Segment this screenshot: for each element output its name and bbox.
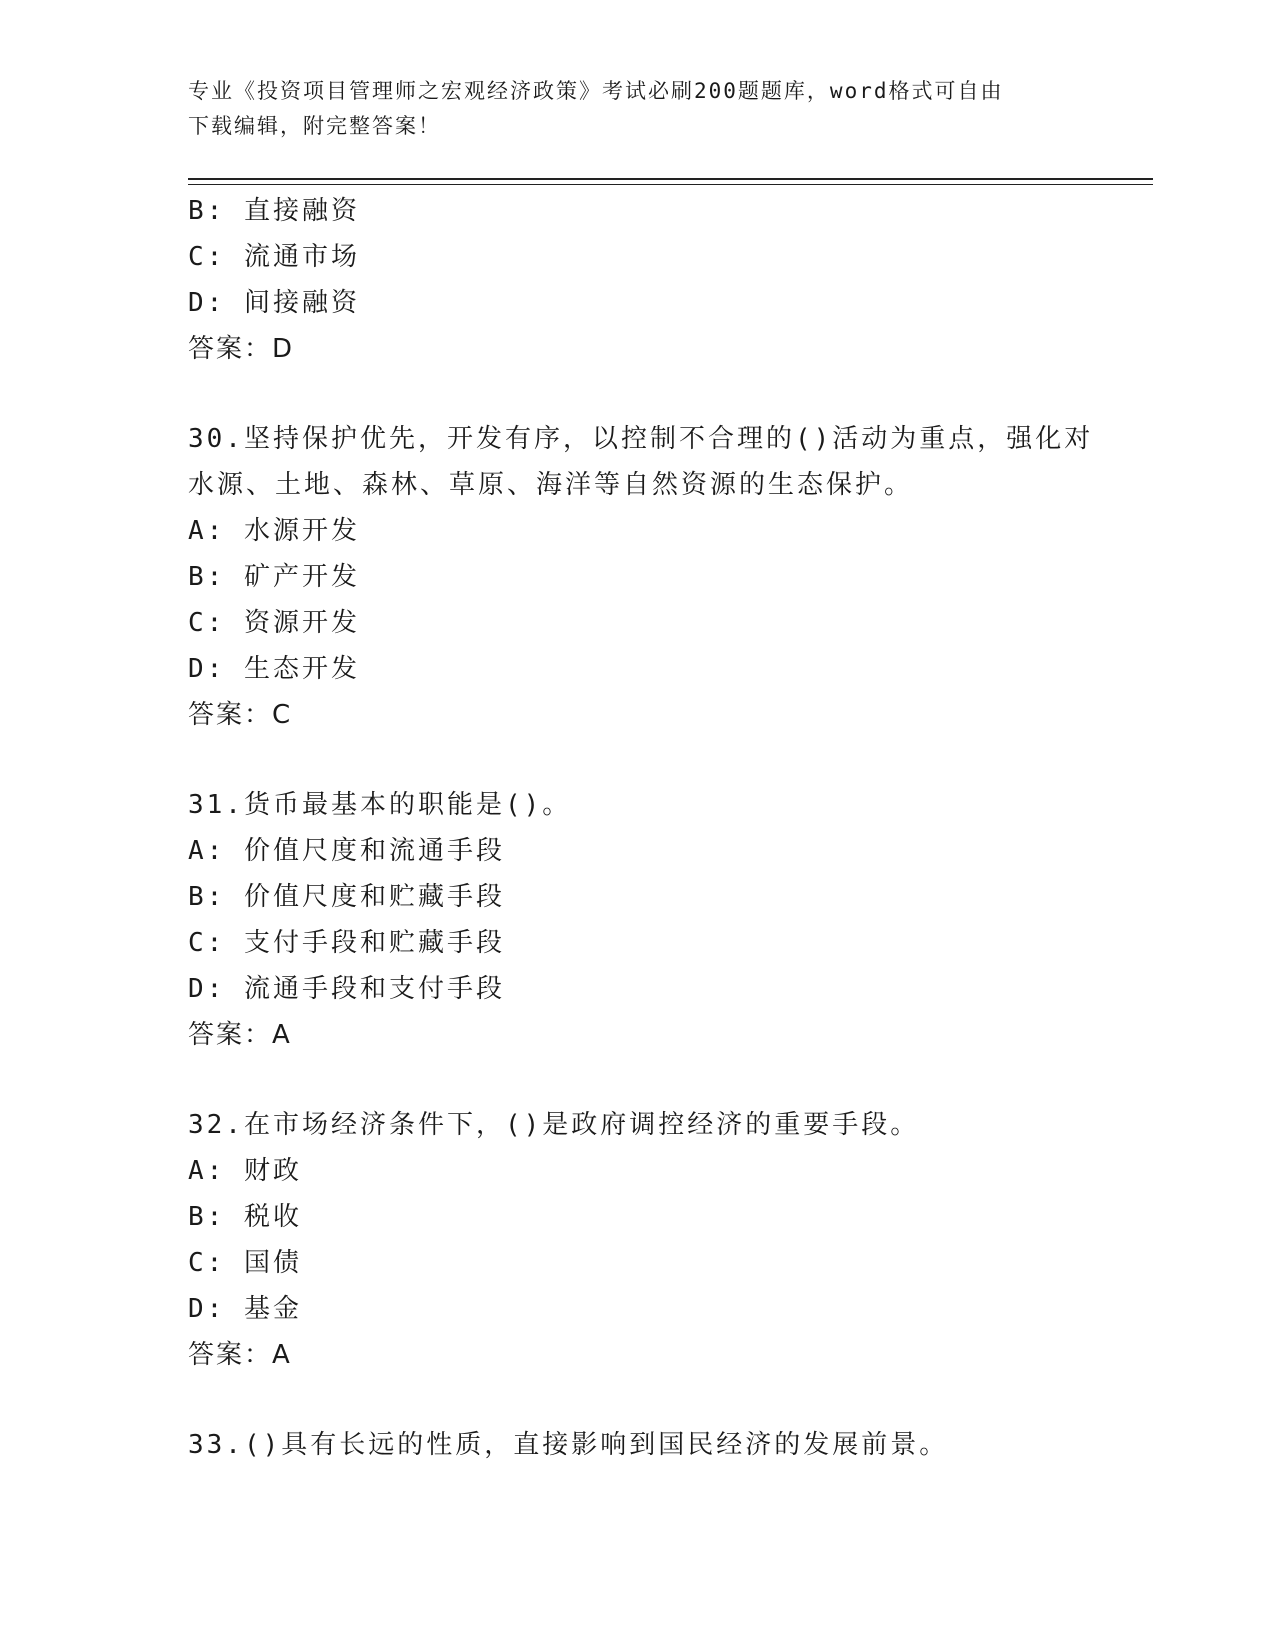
option-c: C: 资源开发 xyxy=(188,608,360,638)
option-a: A: 水源开发 xyxy=(188,516,360,546)
option-c: C: 国债 xyxy=(188,1248,302,1278)
question-block-33 xyxy=(188,1422,1088,1468)
option-b: B: 直接融资 xyxy=(188,196,360,226)
question-list xyxy=(188,188,1094,1468)
answer-line: 答案：A xyxy=(188,1340,292,1370)
answer-line: 答案：A xyxy=(188,1020,292,1050)
document-header xyxy=(188,74,1068,144)
option-a: A: 价值尺度和流通手段 xyxy=(188,836,505,866)
option-b: B: 税收 xyxy=(188,1202,302,1232)
question-stem: 31.货币最基本的职能是()。 xyxy=(188,790,572,820)
question-stem: 30.坚持保护优先，开发有序，以控制不合理的()活动为重点，强化对 xyxy=(188,424,1094,454)
option-c: C: 支付手段和贮藏手段 xyxy=(188,928,505,958)
option-c: C: 流通市场 xyxy=(188,242,360,272)
question-stem: 32.在市场经济条件下，()是政府调控经济的重要手段。 xyxy=(188,1110,920,1140)
question-stem-continued: 水源、土地、森林、草原、海洋等自然资源的生态保护。 xyxy=(188,470,914,500)
question-block-30 xyxy=(188,416,1094,738)
header-divider-thick xyxy=(188,178,1153,180)
question-block-29 xyxy=(188,188,1088,372)
header-line-1: 专业《投资项目管理师之宏观经济政策》考试必刷200题题库，word格式可自由 xyxy=(188,79,1004,103)
answer-line: 答案：C xyxy=(188,700,293,730)
option-b: B: 矿产开发 xyxy=(188,562,360,592)
option-d: D: 流通手段和支付手段 xyxy=(188,974,505,1004)
option-d: D: 间接融资 xyxy=(188,288,360,318)
option-d: D: 生态开发 xyxy=(188,654,360,684)
header-line-2: 下载编辑，附完整答案！ xyxy=(188,114,441,138)
answer-line: 答案：D xyxy=(188,334,295,364)
option-b: B: 价值尺度和贮藏手段 xyxy=(188,882,505,912)
option-a: A: 财政 xyxy=(188,1156,302,1186)
header-divider-thin xyxy=(188,184,1153,185)
question-stem: 33.()具有长远的性质，直接影响到国民经济的发展前景。 xyxy=(188,1430,949,1460)
option-d: D: 基金 xyxy=(188,1294,302,1324)
question-block-32 xyxy=(188,1102,1088,1378)
question-block-31 xyxy=(188,782,1088,1058)
